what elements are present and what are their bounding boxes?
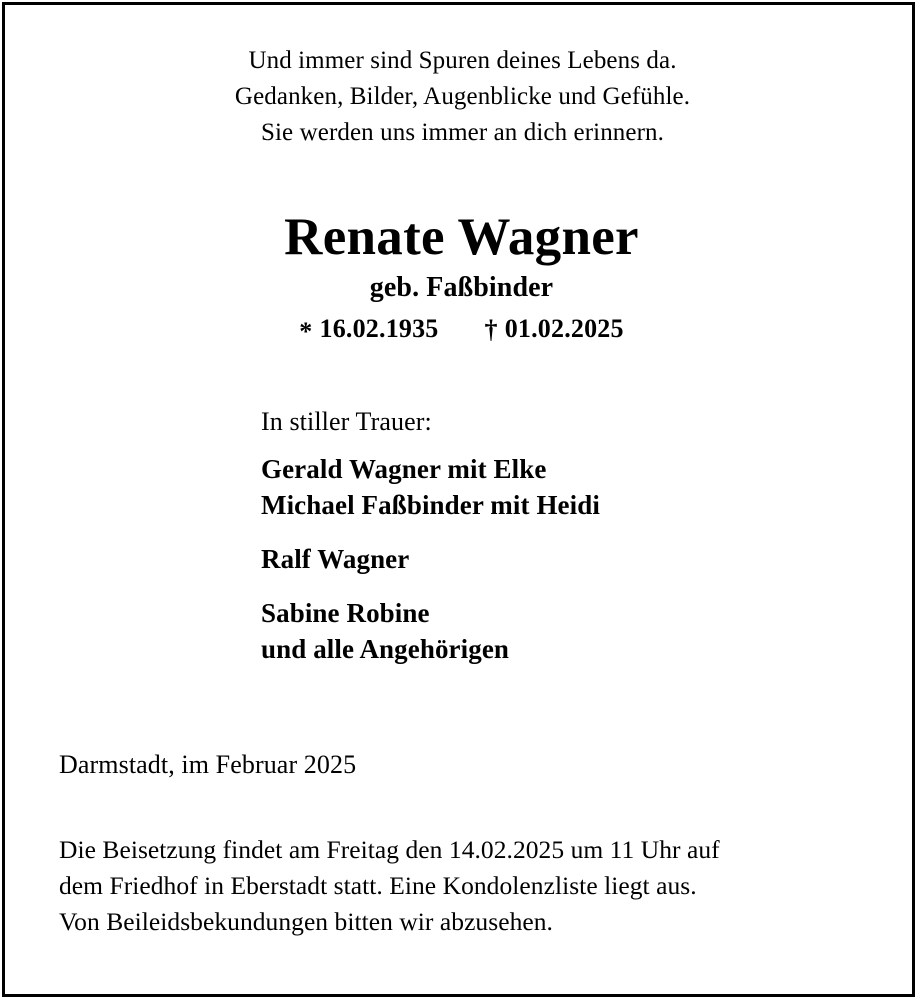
mourner-group	[261, 452, 862, 524]
birth-date: 16.02.1935	[319, 313, 439, 343]
mourner-line: Ralf Wagner	[261, 544, 410, 575]
notice-border-frame	[2, 2, 915, 997]
funeral-details	[59, 832, 860, 941]
mourner-line: Gerald Wagner mit Elke	[261, 454, 547, 485]
mourners-heading: In stiller Trauer:	[261, 406, 432, 436]
death-cross-icon: †	[484, 314, 498, 344]
mourner-group	[261, 542, 862, 578]
mourner-line: Sabine Robine	[261, 597, 430, 628]
deceased-full-name: Renate Wagner	[284, 208, 639, 266]
death-date: 01.02.2025	[504, 313, 624, 343]
notice-content-area	[5, 5, 912, 994]
mourner-line: und alle Angehörigen	[261, 633, 510, 664]
funeral-details-line-3: Von Beileidsbekundungen bitten wir abzusehen.	[59, 907, 553, 936]
funeral-details-line-1: Die Beisetzung findet am Freitag den 14.02.2025 um 11 Uhr auf	[59, 834, 720, 864]
verse-line-3: Sie werden uns immer an dich erinnern.	[261, 119, 664, 146]
life-dates	[61, 314, 862, 344]
verse-line-1: Und immer sind Spuren deines Lebens da.	[248, 47, 677, 74]
memorial-verse	[63, 5, 862, 151]
mourner-group	[261, 596, 862, 668]
deceased-name-block	[61, 209, 862, 344]
deceased-maiden-name: geb. Faßbinder	[369, 272, 554, 304]
mourners-block	[261, 406, 862, 668]
place-and-date: Darmstadt, im Februar 2025	[59, 749, 357, 779]
birth-star-icon: *	[299, 316, 313, 346]
mourner-line: Michael Faßbinder mit Heidi	[261, 490, 600, 521]
funeral-details-line-2: dem Friedhof in Eberstadt statt. Eine Kondolenzliste liegt aus.	[59, 870, 697, 900]
verse-line-2: Gedanken, Bilder, Augenblicke und Gefühle.	[234, 83, 691, 110]
